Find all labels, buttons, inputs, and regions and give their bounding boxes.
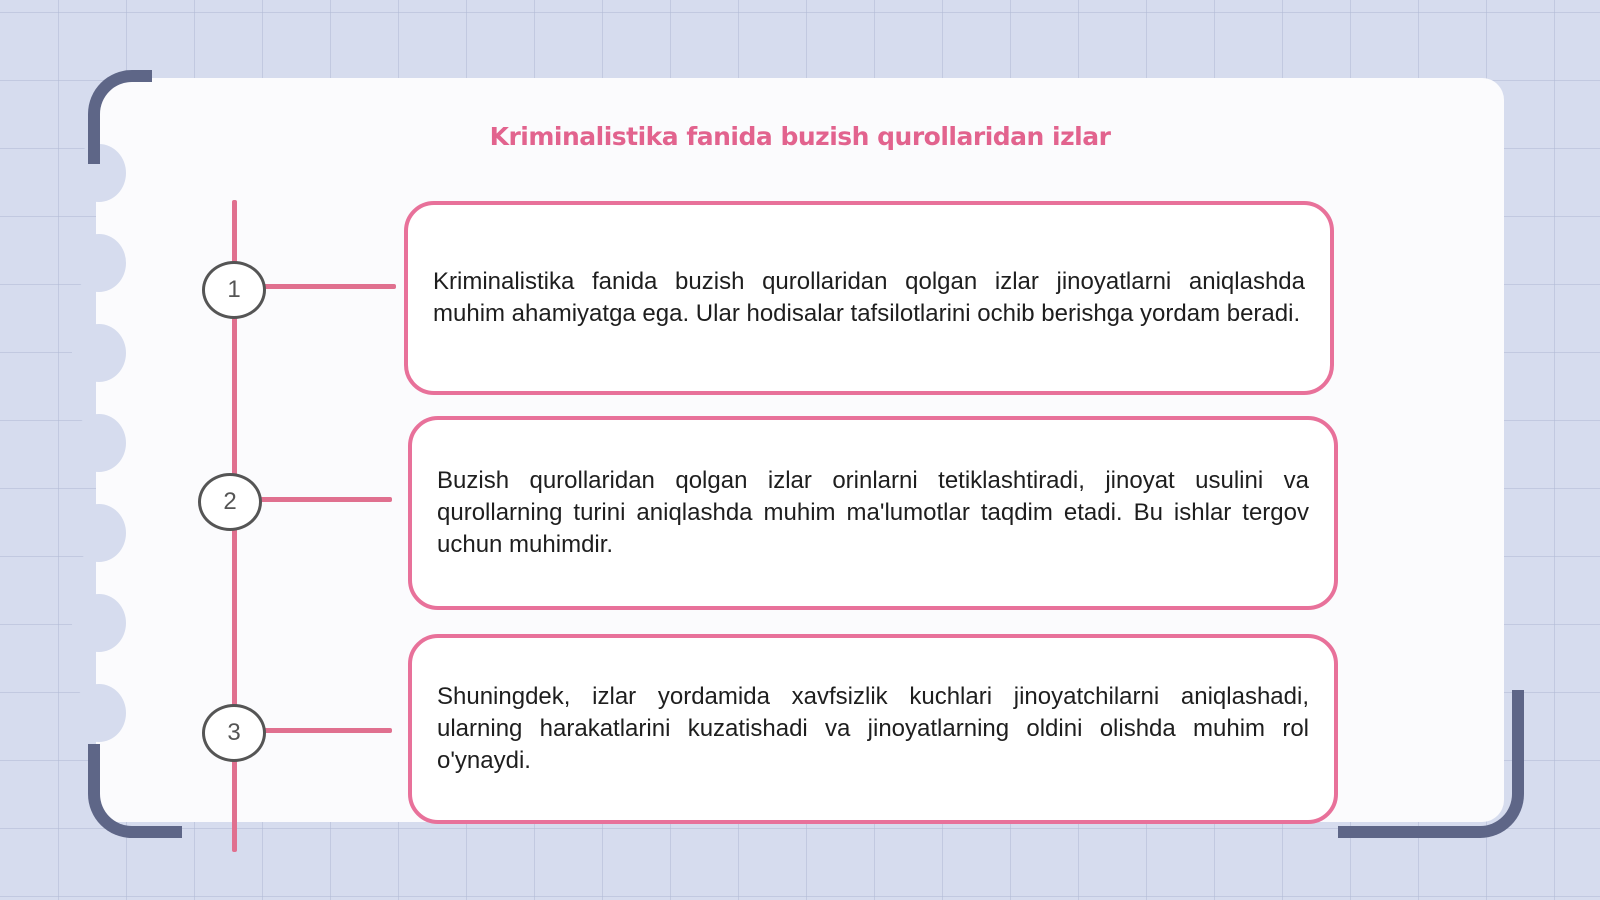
notebook-hole [72, 594, 126, 652]
frame-corner-top-left [88, 70, 152, 164]
step-2-connector [260, 497, 392, 502]
step-2-card [408, 416, 1338, 610]
notebook-hole [72, 414, 126, 472]
notebook-hole [72, 684, 126, 742]
step-3-number-badge: 3 [202, 704, 266, 762]
notebook-hole [72, 504, 126, 562]
step-1-card [404, 201, 1334, 395]
step-2-number-badge: 2 [198, 473, 262, 531]
page-title: Kriminalistika fanida buzish qurollaridan izlar [489, 122, 1111, 151]
step-2-text: Buzish qurollaridan qolgan izlar orinlarni tetiklashtiradi, jinoyat usulini va qurollarning turini aniqlashda muhim ma'lumotlar taqdim etadi. Bu ishlar tergov uchun muhimdir. [437, 467, 1309, 558]
notebook-hole [72, 234, 126, 292]
step-3-card [408, 634, 1338, 824]
frame-corner-bottom-left [88, 744, 182, 838]
step-1-number-badge: 1 [202, 261, 266, 319]
frame-corner-bottom-right [1338, 690, 1524, 838]
step-1-connector [262, 284, 396, 289]
step-3-connector [262, 728, 392, 733]
step-3-text: Shuningdek, izlar yordamida xavfsizlik kuchlari jinoyatchilarni aniqlashadi, ularning harakatlarini kuzatishadi va jinoyatlarning oldini olishda muhim rol o'ynaydi. [437, 683, 1309, 774]
step-1-text: Kriminalistika fanida buzish qurollaridan qolgan izlar jinoyatlarni aniqlashda muhim ahamiyatga ega. Ular hodisalar tafsilotlarini ochib berishga yordam beradi. [433, 268, 1305, 327]
notebook-hole [72, 324, 126, 382]
